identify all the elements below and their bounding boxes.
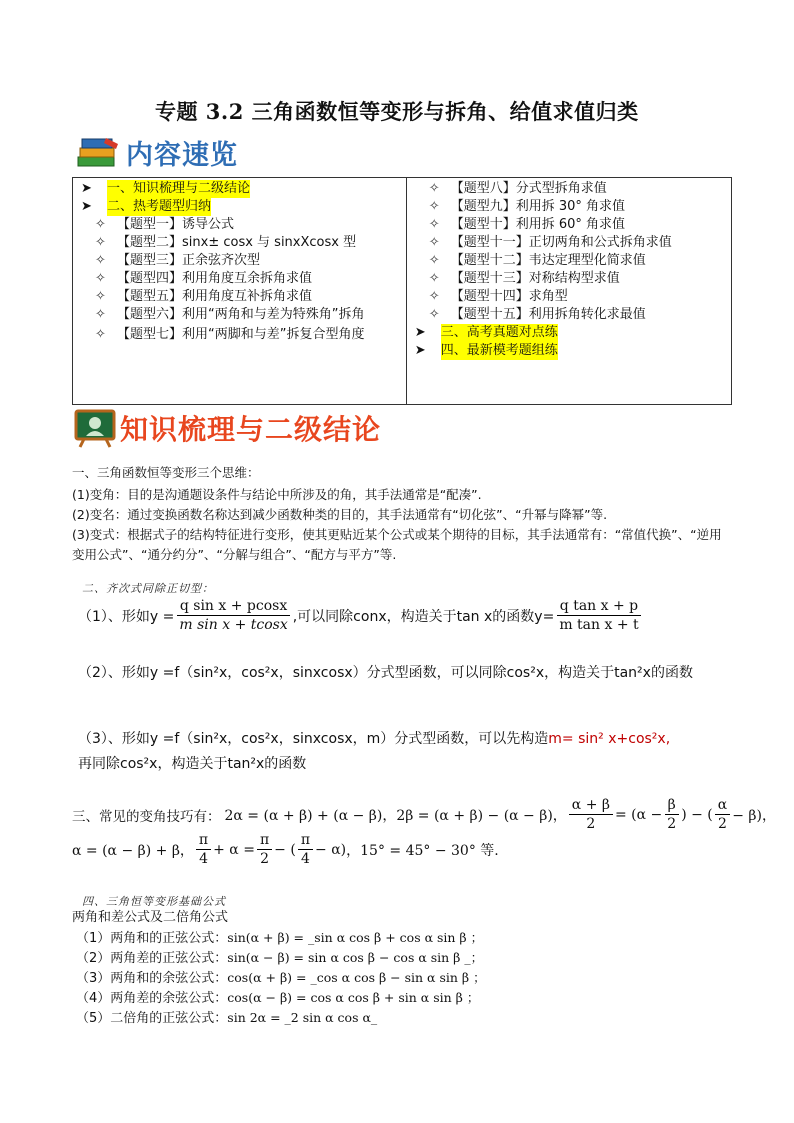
toc-item[interactable]: ✧ 【题型七】利用“两脚和与差”拆复合型角度 — [95, 327, 365, 342]
formula-item: （3）两角和的余弦公式：cos(α + β) = _cos α cos β − sin α sin β ； — [76, 970, 486, 986]
page-title: 专题 3.2 三角函数恒等变形与拆角、给值求值归类 — [155, 99, 639, 124]
books-icon — [76, 135, 120, 171]
toc-item[interactable]: ✧ 【题型九】利用拆 30° 角求值 — [428, 199, 625, 214]
homogeneous-item-2: （2）、形如y =f（sin²x，cos²x，sinxcosx）分式型函数，可以同除cos²x，构造关于tan²x的函数 — [78, 665, 693, 681]
homogeneous-item-1: （1）、形如y = $\frac{\text{q sin x + pcosx}}{\text{m sin x + tcosx}}$ ,可以同除conx，构造关于tan x的函数y= $\frac{\text{q tan x + p}}{\text{m tan x + t}}$ — [78, 598, 644, 633]
contents-banner — [76, 133, 238, 172]
fraction: $\frac{\pi}{4}$ — [298, 832, 313, 867]
contents-banner-title: 内容速览 — [126, 140, 238, 171]
formula-item: （1）两角和的正弦公式：sin(α + β) = _sin α cos β + cos α sin β ； — [76, 930, 484, 946]
knowledge-banner — [74, 408, 381, 448]
formula-list — [76, 928, 486, 1028]
formula-item: （4）两角差的余弦公式：cos(α − β) = cos α cos β + sin α sin β ； — [76, 990, 480, 1006]
toc-right-column — [406, 178, 731, 405]
formula-subheading: 两角和差公式及二倍角公式 — [72, 910, 229, 925]
angle-tricks-line-2: α = (α − β) + β， $\frac{\pi}{4}$ + α = $\frac{\pi}{2}$ − ( $\frac{\pi}{4}$ − α) ，15° = 45° − 30° 等. — [72, 832, 499, 867]
toc-item[interactable]: ✧ 【题型十五】利用拆角转化求最值 — [428, 307, 646, 322]
paragraph: (2)变名：通过变换函数名称达到减少函数种类的目的，其手法通常有“切化弦”、“升幂与降幂”等. — [72, 507, 608, 522]
section-heading: 二、齐次式同除正切型： — [82, 582, 214, 595]
homogeneous-item-3: （3）、形如y =f（sin²x，cos²x，sinxcosx，m）分式型函数，可以先构造m= sin² x+cos²x, — [78, 731, 671, 747]
toc-item[interactable]: ✧ 【题型六】利用“两角和与差为特殊角”拆角 — [95, 307, 365, 322]
section-thinking — [72, 463, 732, 565]
fraction: $\frac{\text{q sin x + pcosx}}{\text{m sin x + tcosx}}$ — [176, 598, 290, 633]
toc-item[interactable]: ✧ 【题型五】利用角度互补拆角求值 — [95, 289, 313, 304]
section-heading: 一、三角函数恒等变形三个思维： — [72, 465, 260, 480]
formula-item: （5）二倍角的正弦公式：sin 2α = _2 sin α cos α_ — [76, 1010, 378, 1026]
contents-table — [72, 177, 732, 405]
toc-item[interactable]: ✧ 【题型三】正余弦齐次型 — [95, 253, 261, 268]
fraction: $\frac{\beta}{2}$ — [664, 797, 679, 832]
toc-item[interactable]: ➤ 四、最新模考题组练 — [414, 343, 558, 358]
formula-item: （2）两角差的正弦公式：sin(α − β) = sin α cos β − cos α sin β _； — [76, 950, 484, 966]
fraction: $\frac{\alpha}{2}$ — [715, 797, 730, 832]
toc-left-column — [73, 178, 407, 405]
toc-item[interactable]: ✧ 【题型一】诱导公式 — [95, 217, 235, 232]
fraction: $\frac{\text{q tan x + p}}{\text{m tan x + t}}$ — [556, 598, 641, 633]
fraction: $\frac{\pi}{4}$ — [196, 832, 211, 867]
toc-item[interactable]: ✧ 【题型十二】韦达定理型化简求值 — [428, 253, 646, 268]
toc-item[interactable]: ✧ 【题型二】sinx± cosx 与 sinxXcosx 型 — [95, 235, 357, 250]
blackboard-icon — [74, 408, 116, 448]
toc-item[interactable]: ✧ 【题型十三】对称结构型求值 — [428, 271, 620, 286]
toc-item[interactable]: ➤ 一、知识梳理与二级结论 — [81, 181, 251, 196]
paragraph: (3)变式：根据式子的结构特征进行变形，使其更贴近某个公式或某个期待的目标，其手法通常有：“常值代换”、“逆用变用公式”、“通分约分”、“分解与组合”、“配方与平方”等. — [72, 527, 722, 562]
toc-item[interactable]: ✧ 【题型四】利用角度互余拆角求值 — [95, 271, 313, 286]
toc-item[interactable]: ✧ 【题型十四】求角型 — [428, 289, 568, 304]
fraction: $\frac{\alpha + \beta}{2}$ — [569, 797, 613, 832]
angle-tricks-line-1: 三、常见的变角技巧有： 2α = (α + β) + (α − β)，2β = (α + β) − (α − β)， $\frac{\alpha + \beta}{2}$ = (α − $\frac{\beta}{2}$ ) − ( $\frac{\alpha}{2}$ − β)， — [72, 797, 776, 832]
knowledge-banner-title: 知识梳理与二级结论 — [120, 413, 382, 446]
toc-item[interactable]: ✧ 【题型十一】正切两角和公式拆角求值 — [428, 235, 672, 250]
homogeneous-item-3-cont: 再同除cos²x，构造关于tan²x的函数 — [78, 756, 307, 772]
toc-item[interactable]: ✧ 【题型八】分式型拆角求值 — [428, 181, 607, 196]
paragraph: (1)变角：目的是沟通题设条件与结论中所涉及的角，其手法通常是“配凑”. — [72, 487, 482, 502]
fraction: $\frac{\pi}{2}$ — [257, 832, 272, 867]
toc-item[interactable]: ✧ 【题型十】利用拆 60° 角求值 — [428, 217, 625, 232]
toc-item[interactable]: ➤ 三、高考真题对点练 — [414, 325, 558, 340]
toc-item[interactable]: ➤ 二、热考题型归纳 — [81, 199, 212, 214]
section-heading: 四、三角恒等变形基础公式 — [82, 895, 226, 908]
